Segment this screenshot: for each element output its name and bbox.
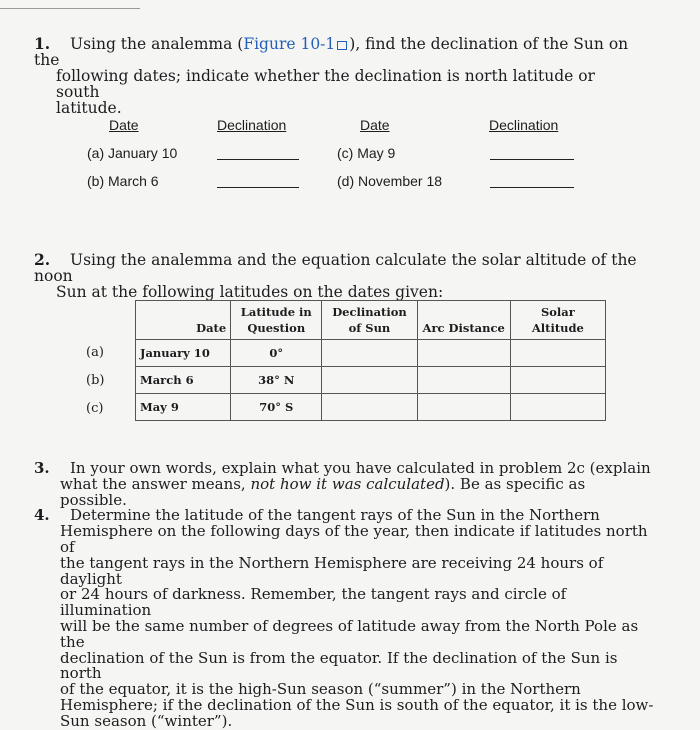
q1-item-b: (b) March 6: [87, 173, 159, 189]
declination-header-right: Declination: [489, 117, 559, 133]
cell-latitude: 38° N: [231, 367, 322, 394]
cell-date: January 10: [136, 340, 231, 367]
col-header-declination: Declination of Sun: [322, 301, 417, 340]
declination-header-left: Declination: [217, 117, 287, 133]
cell-declination[interactable]: [322, 340, 417, 367]
cell-solar-altitude[interactable]: [510, 367, 605, 394]
col-header-arc-distance: Arc Distance: [417, 301, 510, 340]
answer-blank-c[interactable]: [490, 159, 574, 160]
table-row: [136, 367, 606, 394]
question-number: 3.: [34, 459, 50, 477]
row-label-c: (c): [86, 401, 104, 416]
question-number: 1.: [34, 34, 51, 53]
answer-blank-d[interactable]: [490, 187, 574, 188]
table-row: [136, 340, 606, 367]
cell-arc-distance[interactable]: [417, 340, 510, 367]
table-row: [136, 394, 606, 421]
row-label-a: (a): [86, 345, 104, 360]
q1-item-c: (c) May 9: [337, 145, 396, 161]
q1-item-a: (a) January 10: [87, 145, 178, 161]
cell-solar-altitude[interactable]: [510, 394, 605, 421]
cell-latitude: 70° S: [231, 394, 322, 421]
col-header-latitude: Latitude in Question: [231, 301, 322, 340]
cell-date: March 6: [136, 367, 231, 394]
cell-latitude: 0°: [231, 340, 322, 367]
cell-declination[interactable]: [322, 394, 417, 421]
answer-blank-a[interactable]: [217, 159, 299, 160]
question-4: 4. Determine the latitude of the tangent rays of the Sun in the Northern: [34, 506, 600, 525]
top-rule: [0, 8, 140, 9]
col-header-date: Date: [136, 301, 231, 340]
figure-link[interactable]: Figure 10-1: [243, 35, 349, 53]
col-header-solar-altitude: Solar Altitude: [510, 301, 605, 340]
cell-date: May 9: [136, 394, 231, 421]
question-3: 3. In your own words, explain what you have calculated in problem 2c (explain: [34, 459, 651, 477]
figure-popup-icon[interactable]: [337, 41, 347, 50]
question-number: 2.: [34, 250, 51, 269]
solar-altitude-table: [135, 300, 606, 421]
questions-3-4: 3. In your own words, explain what you have calculated in problem 2c (explain what the answer means, not how it was calculated). Be as specific as possible. 4. Determine the latitude of the tangent rays of the Sun in the Northern Hemisphere on the following days of the year, then indicate if latitudes north of the tangent rays in the Northern Hemisphere are receiving 24 hours of daylight or 24 hours of darkness. Remember, the tangent rays and circle of illumination will be the same number of degrees of latitude away from the North Pole as the declination of the Sun is from the equator. If the declination of the Sun is north of the equator, it is the high-Sun season (“summer”) in the Northern Hemisphere; if the declination of the Sun is south of the equator, it is the low- Sun season (“winter”).: [34, 459, 654, 730]
date-header-right: Date: [360, 117, 390, 133]
row-label-b: (b): [86, 373, 105, 388]
cell-arc-distance[interactable]: [417, 367, 510, 394]
question-2: 2. Using the analemma and the equation calculate the solar altitude of the noon Sun at the following latitudes on the dates given:: [34, 250, 637, 301]
cell-arc-distance[interactable]: [417, 394, 510, 421]
q1-item-d: (d) November 18: [337, 173, 443, 189]
cell-solar-altitude[interactable]: [510, 340, 605, 367]
date-header-left: Date: [109, 117, 139, 133]
cell-declination[interactable]: [322, 367, 417, 394]
question-1: 1. Using the analemma (Figure 10-1 ), find the declination of the Sun on the following dates; indicate whether the declination is north latitude or south latitude.: [34, 34, 629, 117]
answer-blank-b[interactable]: [217, 187, 299, 188]
question-number: 4.: [34, 506, 50, 525]
